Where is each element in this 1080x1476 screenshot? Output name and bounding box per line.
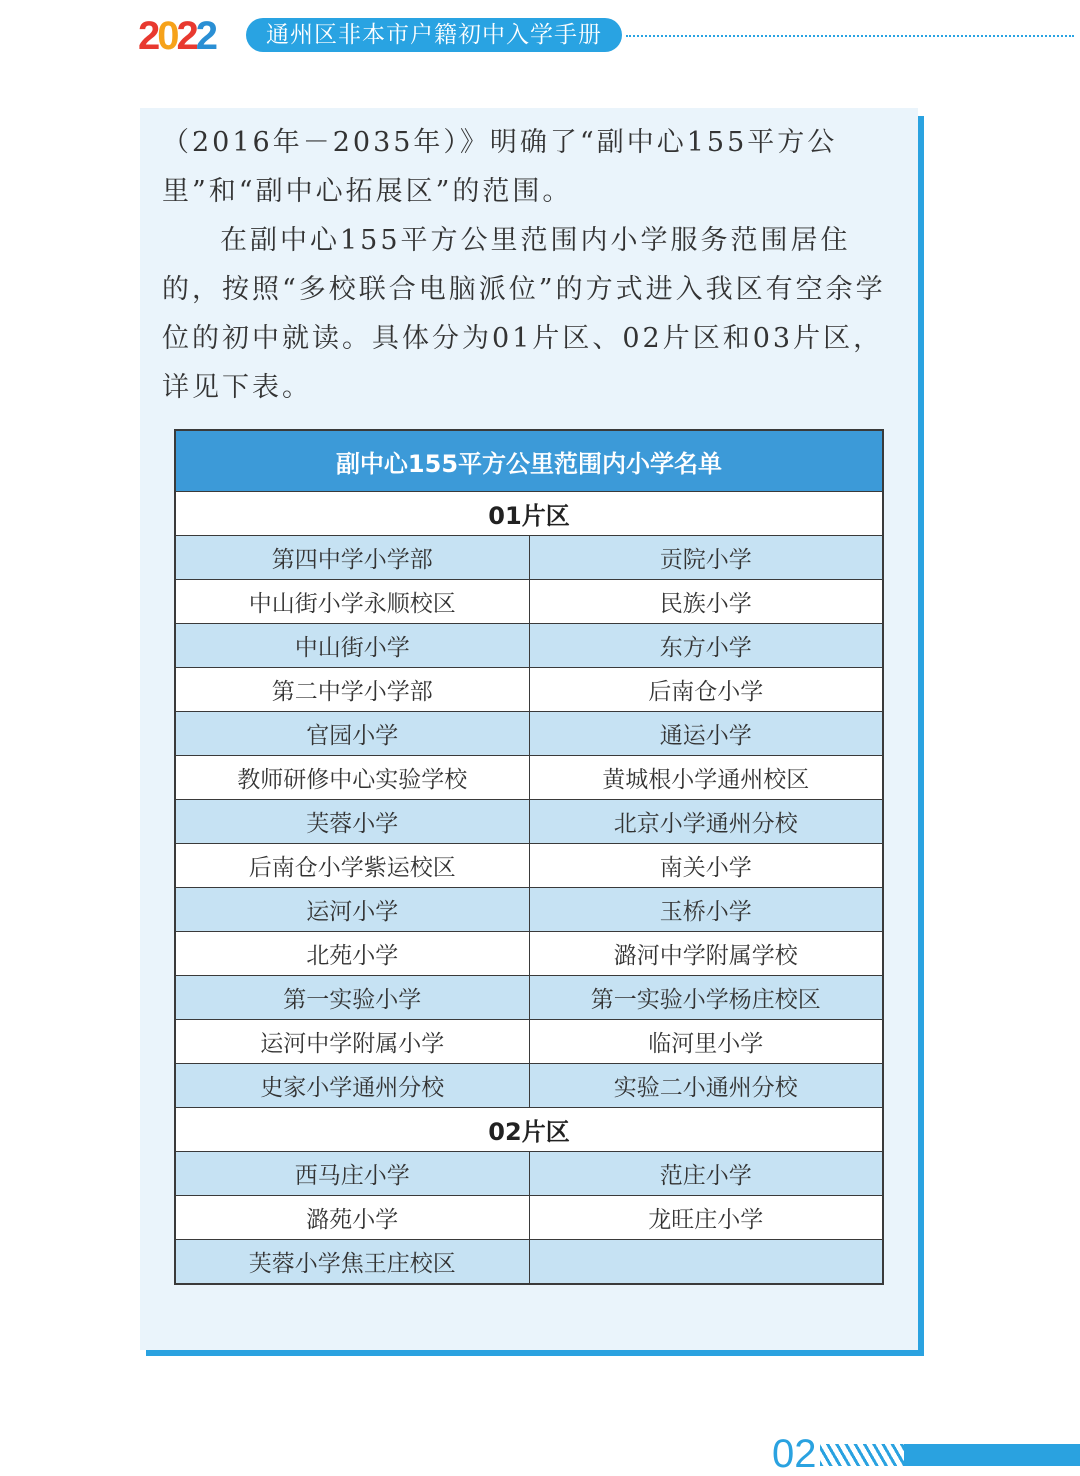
table-title: 副中心155平方公里范围内小学名单	[175, 430, 883, 492]
table-row	[175, 1240, 883, 1285]
school-cell: 贡院小学	[529, 536, 883, 580]
school-cell: 南关小学	[529, 844, 883, 888]
school-cell: 西马庄小学	[175, 1152, 529, 1196]
body-paragraph-1: （2016年－2035年）》明确了“副中心155平方公里”和“副中心拓展区”的范围。	[162, 127, 838, 207]
school-cell: 通运小学	[529, 712, 883, 756]
school-cell: 中山街小学永顺校区	[175, 580, 529, 624]
footer-stripes-decoration	[820, 1444, 910, 1466]
zone-02-label: 02片区	[175, 1108, 883, 1152]
school-cell: 教师研修中心实验学校	[175, 756, 529, 800]
table-row	[175, 800, 883, 844]
table-row	[175, 536, 883, 580]
table-row	[175, 1064, 883, 1108]
school-cell: 北苑小学	[175, 932, 529, 976]
school-cell: 后南仓小学紫运校区	[175, 844, 529, 888]
table-row	[175, 712, 883, 756]
school-cell: 运河中学附属小学	[175, 1020, 529, 1064]
page-number: 02	[772, 1432, 817, 1476]
year-digit: 2	[195, 14, 215, 58]
table-row	[175, 580, 883, 624]
year-logo	[138, 14, 215, 58]
handbook-title: 通州区非本市户籍初中入学手册	[246, 18, 622, 52]
school-cell: 史家小学通州分校	[175, 1064, 529, 1108]
zone-01-label: 01片区	[175, 492, 883, 536]
footer-bar	[904, 1444, 1080, 1466]
school-cell: 黄城根小学通州校区	[529, 756, 883, 800]
school-cell: 东方小学	[529, 624, 883, 668]
table-row	[175, 1020, 883, 1064]
header-dotted-divider	[626, 35, 1074, 37]
school-cell: 第一实验小学杨庄校区	[529, 976, 883, 1020]
school-cell: 芙蓉小学	[175, 800, 529, 844]
table-row	[175, 624, 883, 668]
table-row	[175, 888, 883, 932]
table-row	[175, 1152, 883, 1196]
school-cell: 中山街小学	[175, 624, 529, 668]
school-cell: 潞苑小学	[175, 1196, 529, 1240]
school-cell: 北京小学通州分校	[529, 800, 883, 844]
table-row	[175, 844, 883, 888]
school-cell: 龙旺庄小学	[529, 1196, 883, 1240]
school-cell: 芙蓉小学焦王庄校区	[175, 1240, 529, 1285]
school-cell: 第一实验小学	[175, 976, 529, 1020]
table-row	[175, 1196, 883, 1240]
school-cell: 第二中学小学部	[175, 668, 529, 712]
school-cell: 范庄小学	[529, 1152, 883, 1196]
school-list-table	[174, 429, 884, 1285]
year-digit: 0	[157, 14, 177, 58]
school-cell	[529, 1240, 883, 1285]
school-cell: 玉桥小学	[529, 888, 883, 932]
school-cell: 民族小学	[529, 580, 883, 624]
school-cell: 实验二小通州分校	[529, 1064, 883, 1108]
school-cell: 后南仓小学	[529, 668, 883, 712]
body-paragraph-2: 在副中心155平方公里范围内小学服务范围居住的，按照“多校联合电脑派位”的方式进入我区有空余学位的初中就读。具体分为01片区、02片区和03片区，详见下表。	[162, 225, 886, 403]
school-cell: 官园小学	[175, 712, 529, 756]
table-row	[175, 932, 883, 976]
table-row	[175, 668, 883, 712]
year-digit: 2	[138, 14, 158, 58]
school-cell: 第四中学小学部	[175, 536, 529, 580]
school-cell: 运河小学	[175, 888, 529, 932]
year-digit: 2	[176, 14, 196, 58]
table-row	[175, 976, 883, 1020]
table-row	[175, 756, 883, 800]
school-cell: 潞河中学附属学校	[529, 932, 883, 976]
school-cell: 临河里小学	[529, 1020, 883, 1064]
